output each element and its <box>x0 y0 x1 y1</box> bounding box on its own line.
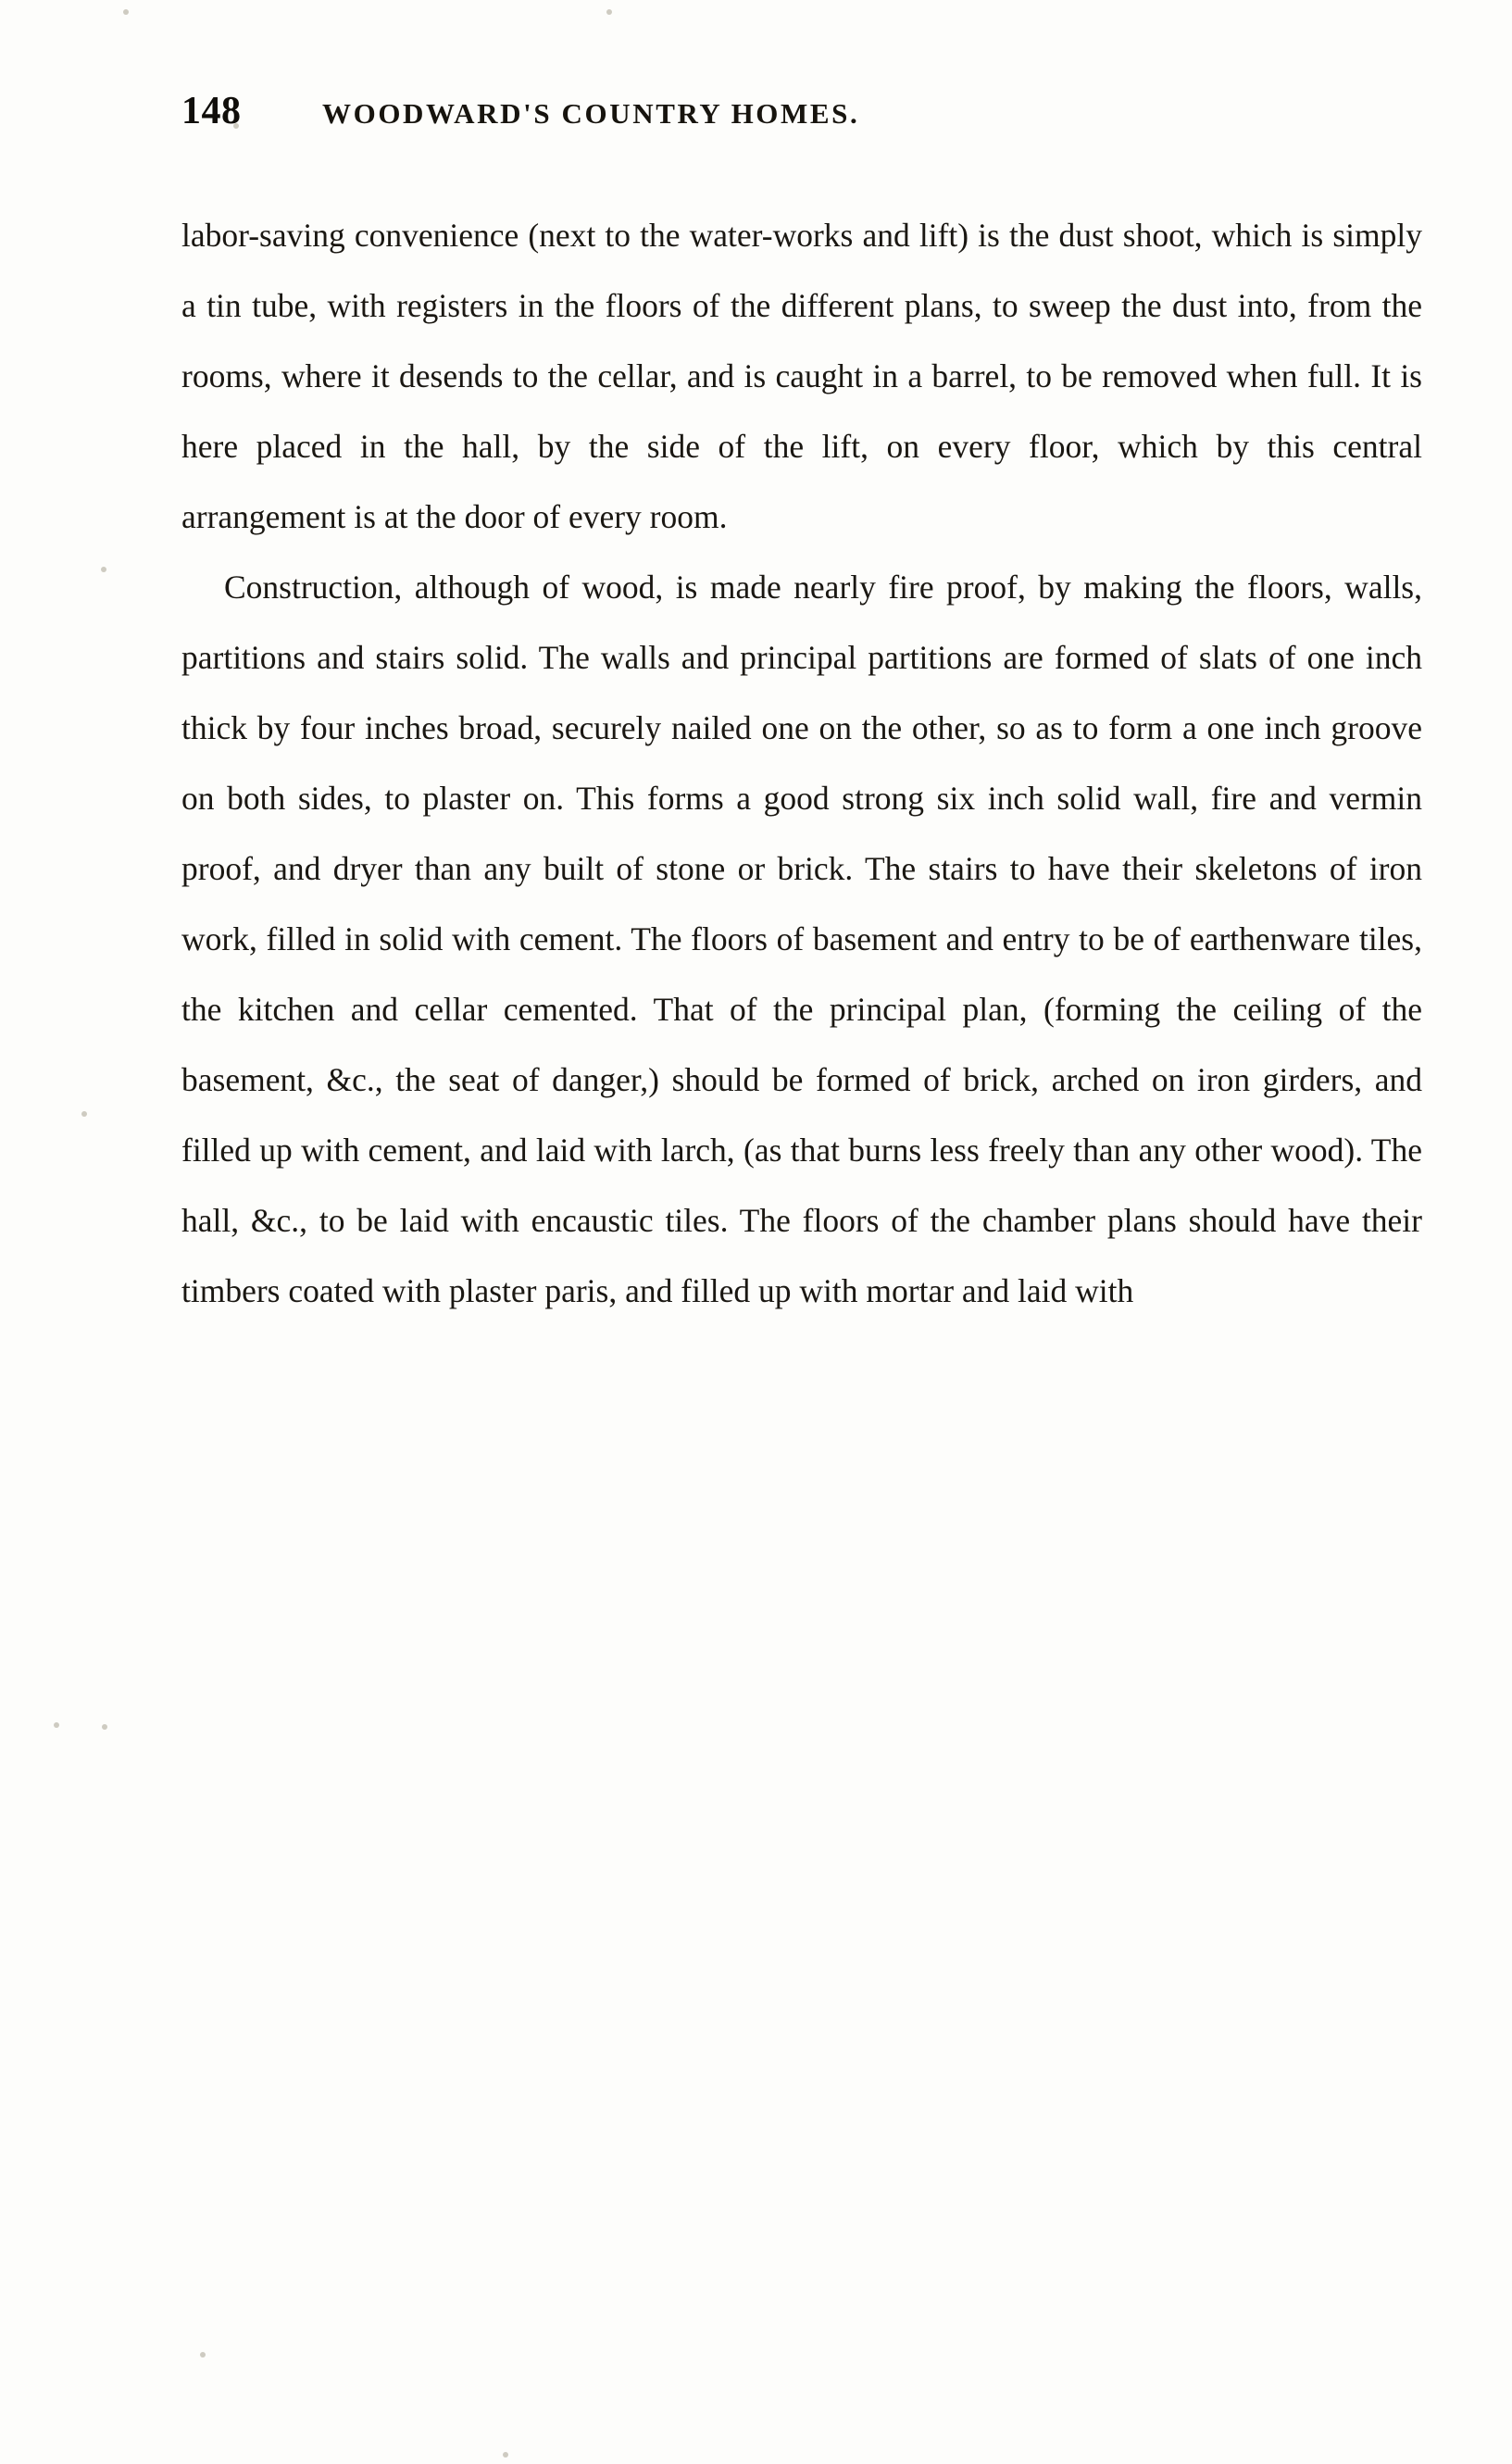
page-number: 148 <box>181 90 242 132</box>
running-head-title <box>322 97 859 131</box>
body-paragraph: labor-saving convenience (next to the water-works and lift) is the dust shoot, which is simply a tin tube, with registers in the floors of the different plans, to sweep the dust into, from the rooms, where it desends to the cellar, and is caught in a barrel, to be removed when full. It is here placed in the hall, by the side of the lift, on every floor, which by this central arrangement is at the door of every room. <box>181 217 1422 535</box>
print-speck <box>123 9 129 15</box>
running-head-title-text: WOODWARD'S COUNTRY HOMES. <box>322 97 860 130</box>
page-content <box>181 89 1422 1326</box>
print-speck <box>81 1111 87 1117</box>
print-speck <box>503 2452 508 2458</box>
print-speck <box>101 567 106 572</box>
print-speck <box>102 1724 107 1730</box>
body-paragraph: Construction, although of wood, is made nearly fire proof, by making the floors, walls, partitions and stairs solid. The walls and principal partitions are formed of slats of one inch thick by four inches broad, securely nailed one on the other, so as to form a one inch groove on both sides, to plaster on. This forms a good strong six inch solid wall, fire and vermin proof, and dryer than any built of stone or brick. The stairs to have their skeletons of iron work, filled in solid with cement. The floors of basement and entry to be of earthenware tiles, the kitchen and cellar cemented. That of the principal plan, (forming the ceiling of the basement, &c., the seat of danger,) should be formed of brick, arched on iron girders, and filled up with cement, and laid with larch, (as that burns less freely than any other wood). The hall, &c., to be laid with encaustic tiles. The floors of the chamber plans should have their timbers coated with plaster paris, and filled up with mortar and laid with <box>181 569 1422 1309</box>
running-head <box>181 89 1422 131</box>
print-speck <box>200 2352 206 2358</box>
print-speck <box>54 1722 59 1728</box>
print-speck <box>606 9 612 15</box>
